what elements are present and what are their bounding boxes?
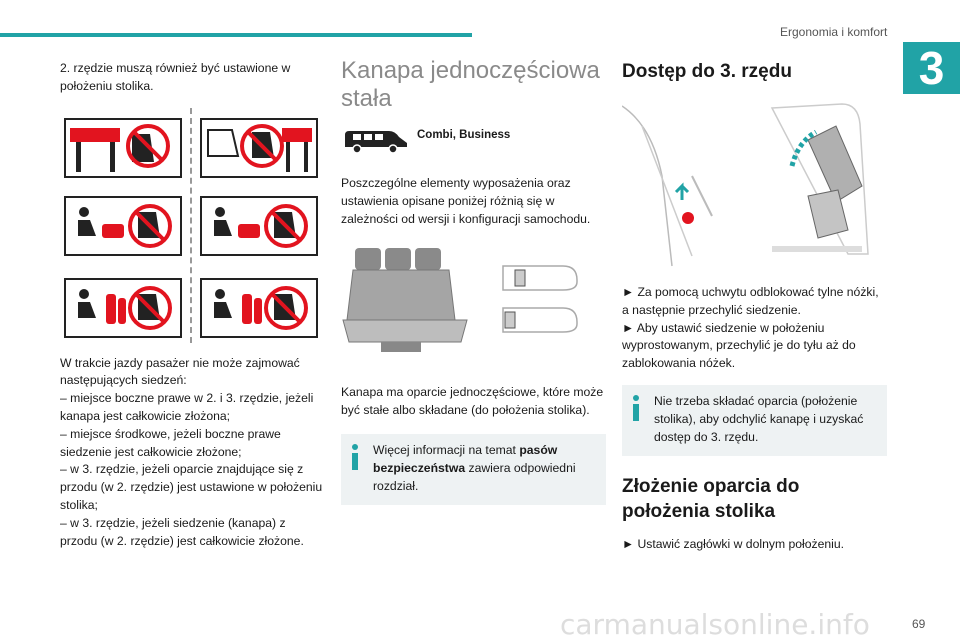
- pictogram-airbag-seat-forbidden: [64, 196, 182, 256]
- section-title: Ergonomia i komfort: [780, 25, 888, 39]
- version-row: [341, 125, 606, 155]
- note-text-end: zawiera odpowiedni rozdział.: [373, 460, 576, 493]
- note-text: Nie trzeba składać oparcia (położenie stolika), aby odchylić kanapę i uzyskać dostęp do 3. rzędu.: [654, 393, 864, 444]
- version-label: Combi, Business: [417, 129, 511, 141]
- restriction-item: – w 3. rzędzie, jeżeli oparcie znajdujące się z przodu (w 2. rzędzie) jest ustawione w położeniu stolika;: [60, 462, 323, 512]
- seat-warning-pictograms: [60, 108, 325, 343]
- pictogram-table-seat-forbidden: [64, 118, 182, 178]
- bench-title: Kanapa jednoczęściowa stała: [341, 57, 600, 112]
- chapter-number-badge: 3: [903, 42, 960, 94]
- table-position-title: Złożenie oparcia do położenia stolika: [622, 476, 800, 523]
- bench-paragraph: Kanapa ma oparcie jednoczęściowe, które może być stałe albo składane (do położenia stolika).: [341, 385, 604, 418]
- info-icon: [628, 394, 644, 422]
- pictogram-airbag-seat-forbidden-2: [200, 196, 318, 256]
- column-right: [622, 57, 887, 554]
- note-text: [351, 442, 596, 495]
- pictogram-folded-seat-forbidden-2: [200, 278, 318, 338]
- intro-paragraph: 2. rzędzie muszą również być ustawione w położeniu stolika.: [60, 61, 291, 93]
- restriction-intro: W trakcie jazdy pasażer nie może zajmować następujących siedzeń:: [60, 355, 300, 388]
- seat-layout-diagram: [493, 262, 583, 342]
- info-note-seatbelts: [341, 434, 606, 505]
- variants-paragraph: Poszczególne elementy wyposażenia oraz ustawienia opisane poniżej różnią się w zależności od wersji i konfiguracji samochodu.: [341, 176, 591, 226]
- column-left: [60, 60, 325, 550]
- access-illustration: [622, 96, 887, 274]
- restriction-item: – miejsce boczne prawe w 2. i 3. rzędzie, jeżeli kanapa jest całkowicie złożona;: [60, 391, 314, 423]
- note-text-start: Więcej informacji na temat: [373, 442, 520, 457]
- van-icon: [341, 125, 411, 155]
- step-unlock: ► Za pomocą uchwytu odblokować tylne nóżki, a następnie przechylić siedzenie.: [622, 285, 879, 317]
- info-note-access: [622, 385, 887, 456]
- page-number: 69: [912, 617, 926, 631]
- step-upright: ► Aby ustawić siedzenie w położeniu wyprostowanym, przechylić je do tyłu aż do zablokowania nóżek.: [622, 320, 856, 371]
- column-middle: [341, 57, 606, 505]
- pictogram-folded-seat-forbidden: [64, 278, 182, 338]
- pictogram-occupied-seat-table-forbidden: [200, 118, 318, 178]
- restriction-item: – miejsce środkowe, jeżeli boczne prawe siedzenie jest całkowicie złożone;: [60, 426, 281, 459]
- grid-divider: [190, 108, 192, 343]
- bench-illustration: [341, 242, 606, 372]
- info-icon: [347, 443, 363, 471]
- header-accent-bar: [0, 33, 472, 37]
- note-bold-link-text: pasów bezpieczeństwa: [373, 442, 558, 475]
- seat-tilt-image: [622, 96, 887, 274]
- watermark: carmanualsonline.info: [560, 608, 870, 640]
- access-title: Dostęp do 3. rzędu: [622, 61, 792, 82]
- step-headrests: ► Ustawić zagłówki w dolnym położeniu.: [622, 537, 845, 552]
- restriction-item: – w 3. rzędzie, jeżeli siedzenie (kanapa) z przodu (w 2. rzędzie) jest całkowicie złożone.: [60, 515, 304, 548]
